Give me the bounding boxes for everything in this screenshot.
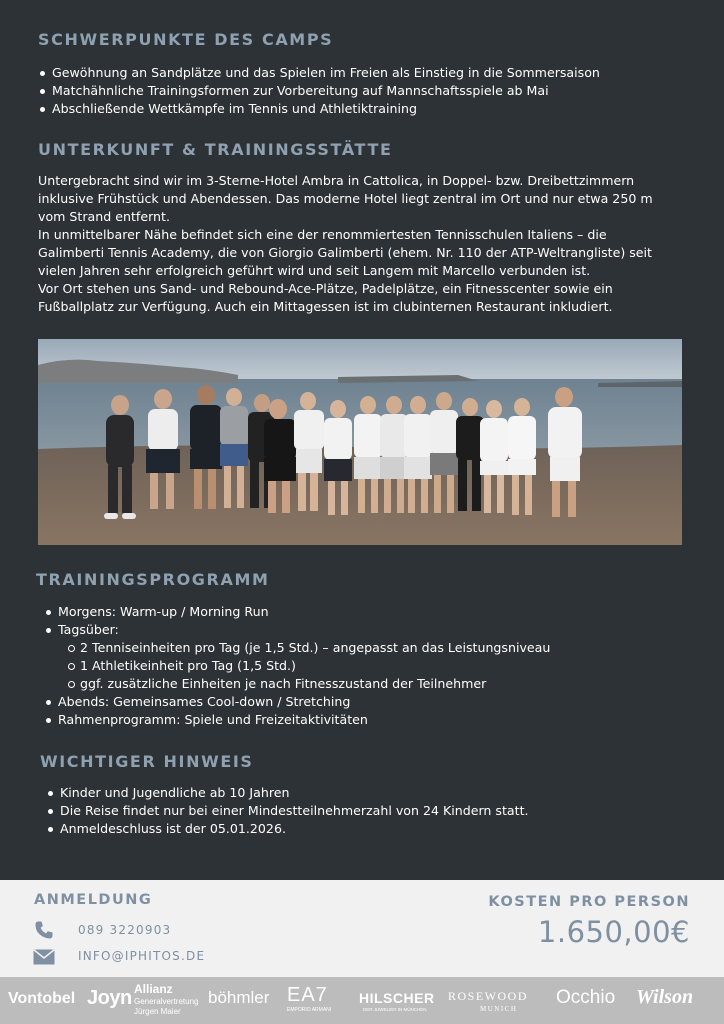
logo-joyn: Joyn <box>87 987 132 1009</box>
text-line: Galimberti Tennis Academy, die von Giorgio Galimberti (ehem. Nr. 110 der ATP-Weltrangliste) seit <box>38 245 652 260</box>
logo-wilson: Wilson <box>636 986 694 1008</box>
list-item: Gewöhnung an Sandplätze und das Spielen im Freien als Einstieg in die Sommersaison <box>38 64 600 82</box>
list-item: Anmeldeschluss ist der 05.01.2026. <box>46 820 529 838</box>
logo-hilscher-sub: DER JUWELIER IN MÜNCHEN <box>363 1007 427 1012</box>
notice-list <box>46 784 529 838</box>
phone-icon <box>34 920 54 940</box>
registration-heading: ANMELDUNG <box>34 892 153 908</box>
price-value: 1.650,00€ <box>537 915 690 949</box>
logo-allianz-line2: Jürgen Maier <box>134 1007 181 1016</box>
logo-occhio: Occhio <box>556 987 616 1008</box>
focus-heading: SCHWERPUNKTE DES CAMPS <box>38 30 334 49</box>
text-line: vielen Jahren sehr erfolgreich geführt wird und seit Langem mit Marcello verbunden ist. <box>38 263 591 278</box>
cost-heading: KOSTEN PRO PERSON <box>488 894 690 910</box>
phone-number[interactable]: 089 3220903 <box>78 923 172 937</box>
envelope-icon <box>33 949 55 965</box>
list-item: Abends: Gemeinsames Cool-down / Stretching <box>44 693 550 711</box>
list-item: Tagsüber: <box>44 621 550 639</box>
list-item: Matchähnliche Trainingsformen zur Vorbereitung auf Mannschaftsspiele ab Mai <box>38 82 600 100</box>
logo-ea7-sub: EMPORIO ARMANI <box>287 1007 332 1013</box>
focus-list <box>38 64 600 118</box>
list-item: Morgens: Warm-up / Morning Run <box>44 603 550 621</box>
accommodation-text <box>38 172 688 316</box>
list-item: Kinder und Jugendliche ab 10 Jahren <box>46 784 529 802</box>
list-item: Rahmenprogramm: Spiele und Freizeitaktivitäten <box>44 711 550 729</box>
accommodation-heading: UNTERKUNFT & TRAININGSSTÄTTE <box>38 140 393 159</box>
logo-hilscher: HILSCHER <box>359 990 435 1006</box>
logo-boehmler: böhmler <box>208 988 270 1007</box>
program-list <box>44 603 550 729</box>
text-line: inklusive Frühstück und Abendessen. Das moderne Hotel liegt zentral im Ort und nur etwa 250 m <box>38 191 653 206</box>
list-item: Die Reise findet nur bei einer Mindestteilnehmerzahl von 24 Kindern statt. <box>46 802 529 820</box>
text-line: vom Strand entfernt. <box>38 209 170 224</box>
list-subitem: ggf. zusätzliche Einheiten je nach Fitnesszustand der Teilnehmer <box>44 675 550 693</box>
logo-allianz-line1: Generalvertretung <box>134 997 199 1006</box>
list-subitem: 1 Athletikeinheit pro Tag (1,5 Std.) <box>44 657 550 675</box>
logo-vontobel: Vontobel <box>8 990 76 1007</box>
program-heading: TRAININGSPROGRAMM <box>36 570 270 589</box>
list-item: Abschließende Wettkämpfe im Tennis und Athletiktraining <box>38 100 600 118</box>
group-photo <box>38 339 682 545</box>
logo-rosewood-sub: MUNICH <box>480 1005 518 1013</box>
logo-ea7: EA7 <box>287 984 328 1006</box>
notice-heading: WICHTIGER HINWEIS <box>40 752 254 771</box>
text-line: Untergebracht sind wir im 3-Sterne-Hotel Ambra in Cattolica, in Doppel- bzw. Dreibettzimmern <box>38 173 635 188</box>
text-line: Fußballplatz zur Verfügung. Auch ein Mittagessen ist im clubinternen Restaurant inkludiert. <box>38 299 613 314</box>
logo-rosewood: ROSEWOOD <box>448 989 528 1003</box>
email-address[interactable]: INFO@IPHITOS.DE <box>78 949 206 963</box>
logo-allianz: Allianz <box>134 982 173 996</box>
text-line: Vor Ort stehen uns Sand- und Rebound-Ace-Plätze, Padelplätze, ein Fitnesscenter sowie ein <box>38 281 613 296</box>
text-line: In unmittelbarer Nähe befindet sich eine der renommiertesten Tennisschulen Italiens – die <box>38 227 607 242</box>
list-subitem: 2 Tenniseinheiten pro Tag (je 1,5 Std.) – angepasst an das Leistungsniveau <box>44 639 550 657</box>
